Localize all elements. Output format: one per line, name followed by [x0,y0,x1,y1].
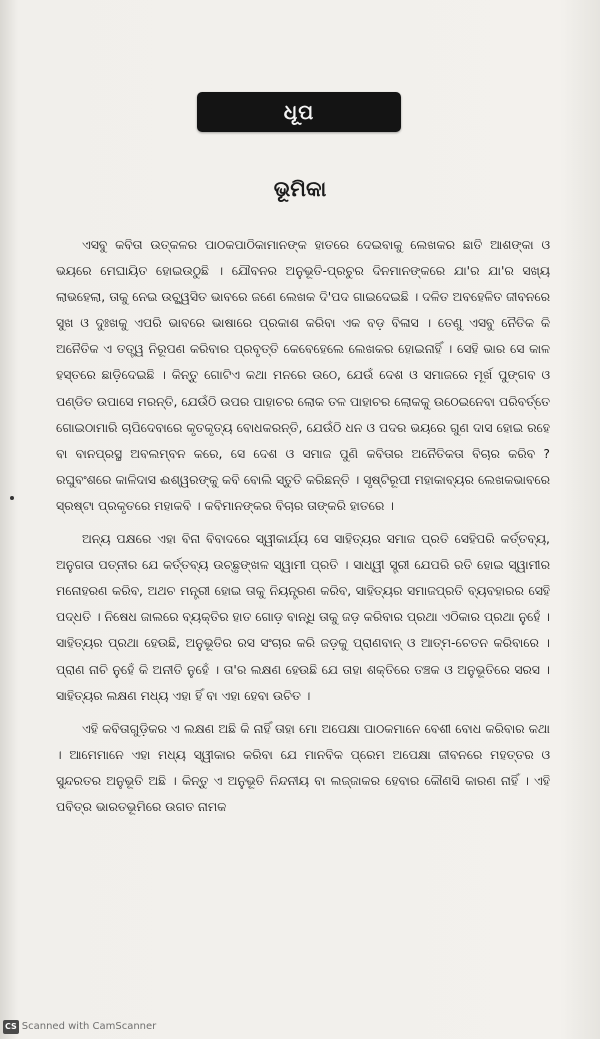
preface-body [56,232,550,820]
title-banner [197,92,401,132]
paragraph: ଏସବୁ କବିତା ଉତ୍କଳର ପାଠକପାଠିକାମାନଙ୍କ ହାତରେ ଦେଇବାକୁ ଲେଖକର ଛାତି ଆଶଙ୍କା ଓ ଭୟରେ ମେଘାୟିତ ହୋଇଉଠୁଛି । ଯୌବନର ଅନୁଭୂତି-ପ୍ରଚୁର ଦିନମାନଙ୍କରେ ଯା'ର ଯା'ର ସଖ୍ୟ ଲାଭହେଲା, ତାକୁ ନେଇ ଉଚ୍ଛ୍ୱସିତ ଭାବରେ ଜଣେ ଲେଖକ ଦି'ପଦ ଗାଇଦେଇଛି । ଦଳିତ ଅବହେଳିତ ଜୀବନରେ ସୁଖ ଓ ଦୁଃଖକୁ ଏପରି ଭାବରେ ଭାଷାରେ ପ୍ରକାଶ କରିବା ଏକ ବଡ଼ ବିଳାସ । ତେଣୁ ଏସବୁ ନୈତିକ କି ଅନୈତିକ ଏ ତତ୍ତ୍ୱ ନିରୂପଣ କରିବାର ପ୍ରବୃତ୍ତି କେବେହେଲେ ଲେଖକର ହୋଇନାହିଁ । ସେହି ଭାର ସେ କାଳ ହସ୍ତରେ ଛାଡ଼ିଦେଇଛି । କିନ୍ତୁ ଗୋଟିଏ କଥା ମନରେ ଉଠେ, ଯେଉଁ ଦେଶ ଓ ସମାଜରେ ମୂର୍ଖ ପୁଙ୍ଗବ ଓ ପଣ୍ଡିତ ଉପାସେ ମରନ୍ତି, ଯେଉଁଠି ଉପର ପାହାଚର ଲୋକ ତଳ ପାହାଚର ଲୋକକୁ ଉଠେଇନେବା ପରିବର୍ତ୍ତେ ଗୋଇଠାମାରି ଚାପିଦେବାରେ କୃତକୃତ୍ୟ ବୋଧକରନ୍ତି, ଯେଉଁଠି ଧନ ଓ ପଦର ଭୟରେ ଗୁଣ ଦାସ ହୋଇ ରହେ ବା ବାନପ୍ରସ୍ଥ ଅବଲମ୍ବନ କରେ, ସେ ଦେଶ ଓ ସମାଜ ପୁଣି କବିତାର ଅନୈତିକତା ବିଚାର କରିବ ? ରଘୁବଂଶରେ କାଳିଦାସ ଈଶ୍ୱରଙ୍କୁ କବି ବୋଲି ସ୍ତୁତି କରିଛନ୍ତି । ସୃଷ୍ଟିରୂପୀ ମହାକାବ୍ୟର ଲେଖକଭାବରେ ସ୍ରଷ୍ଟା ପ୍ରକୃତରେ ମହାକବି । କବିମାନଙ୍କର ବିଚାର ତାଙ୍କରି ହାତରେ । [56,237,550,513]
watermark-text: Scanned with CamScanner [21,1021,157,1032]
scanner-watermark [3,1020,156,1034]
section-heading: ଭୂମିକା [273,177,327,201]
camscanner-logo-icon: CS [3,1020,19,1034]
book-title: ଧୂପ [283,100,315,124]
paragraph: ଅନ୍ୟ ପକ୍ଷରେ ଏହା ବିନା ବିବାଦରେ ସ୍ୱୀକାର୍ଯ୍ୟ ସେ ସାହିତ୍ୟର ସମାଜ ପ୍ରତି ସେହିପରି କର୍ତ୍ତବ୍ୟ, ଅନୁଗତା ପତ୍ନୀର ଯେ କର୍ତ୍ତବ୍ୟ ଉଚ୍ଛୃଙ୍ଖଳ ସ୍ୱାମୀ ପ୍ରତି । ସାଧ୍ୱୀ ସ୍ତ୍ରୀ ଯେପରି ରତି ହୋଇ ସ୍ୱାମୀର ମନୋହରଣ କରିବ, ଅଥଚ ମନ୍ତ୍ରୀ ହୋଇ ତାକୁ ନିୟନ୍ତ୍ରଣ କରିବ, ସାହିତ୍ୟର ସମାଜପ୍ରତି ବ୍ୟବହାରର ସେହି ପଦ୍ଧତି । ନିଷେଧ ଜାଲରେ ବ୍ୟକ୍ତିର ହାତ ଗୋଡ଼ ବାନ୍ଧି ତାକୁ ଜଡ଼ କରିବାର ପ୍ରଥା ଏଠିକାର ପ୍ରଥା ନୁହେଁ । ସାହିତ୍ୟର ପ୍ରଥା ହେଉଛି, ଅନୁଭୂତିର ରସ ସଂଚାର କରି ଜଡ଼କୁ ପ୍ରାଣବାନ୍ ଓ ଆତ୍ମ-ଚେତନ କରିବାରେ । ପ୍ରାଣ ନାଚି ନୁହେଁ କି ଅନୀତି ନୁହେଁ । ତା'ର ଲକ୍ଷଣ ହେଉଛି ଯେ ତାହା ଶକ୍ତିରେ ତଞ୍ଚକ ଓ ଅନୁଭୂତିରେ ସରସ । ସାହିତ୍ୟର ଲକ୍ଷଣ ମଧ୍ୟ ଏହା ହିଁ ବା ଏହା ହେବା ଉଚିତ । [56,531,550,703]
paragraph: ଏହି କବିତାଗୁଡ଼ିକର ଏ ଲକ୍ଷଣ ଅଛି କି ନାହିଁ ତାହା ମୋ ଅପେକ୍ଷା ପାଠକମାନେ ବେଶୀ ବୋଧ କରିବାର କଥା । ଆମେମାନେ ଏହା ମଧ୍ୟ ସ୍ୱୀକାର କରିବା ଯେ ମାନବିକ ପ୍ରେମ ଅପେକ୍ଷା ଜୀବନରେ ମହତ୍ତର ଓ ସୁନ୍ଦରତର ଅନୁଭୂତି ଅଛି । କିନ୍ତୁ ଏ ଅନୁଭୂତି ନିନ୍ଦନୀୟ ବା ଲଜ୍ଜାକର ହେବାର କୌଣସି କାରଣ ନାହିଁ । ଏହି ପବିତ୍ର ଭାରତଭୂମିରେ ଉଗତ ନାମକ [56,720,550,814]
margin-mark [10,496,14,500]
